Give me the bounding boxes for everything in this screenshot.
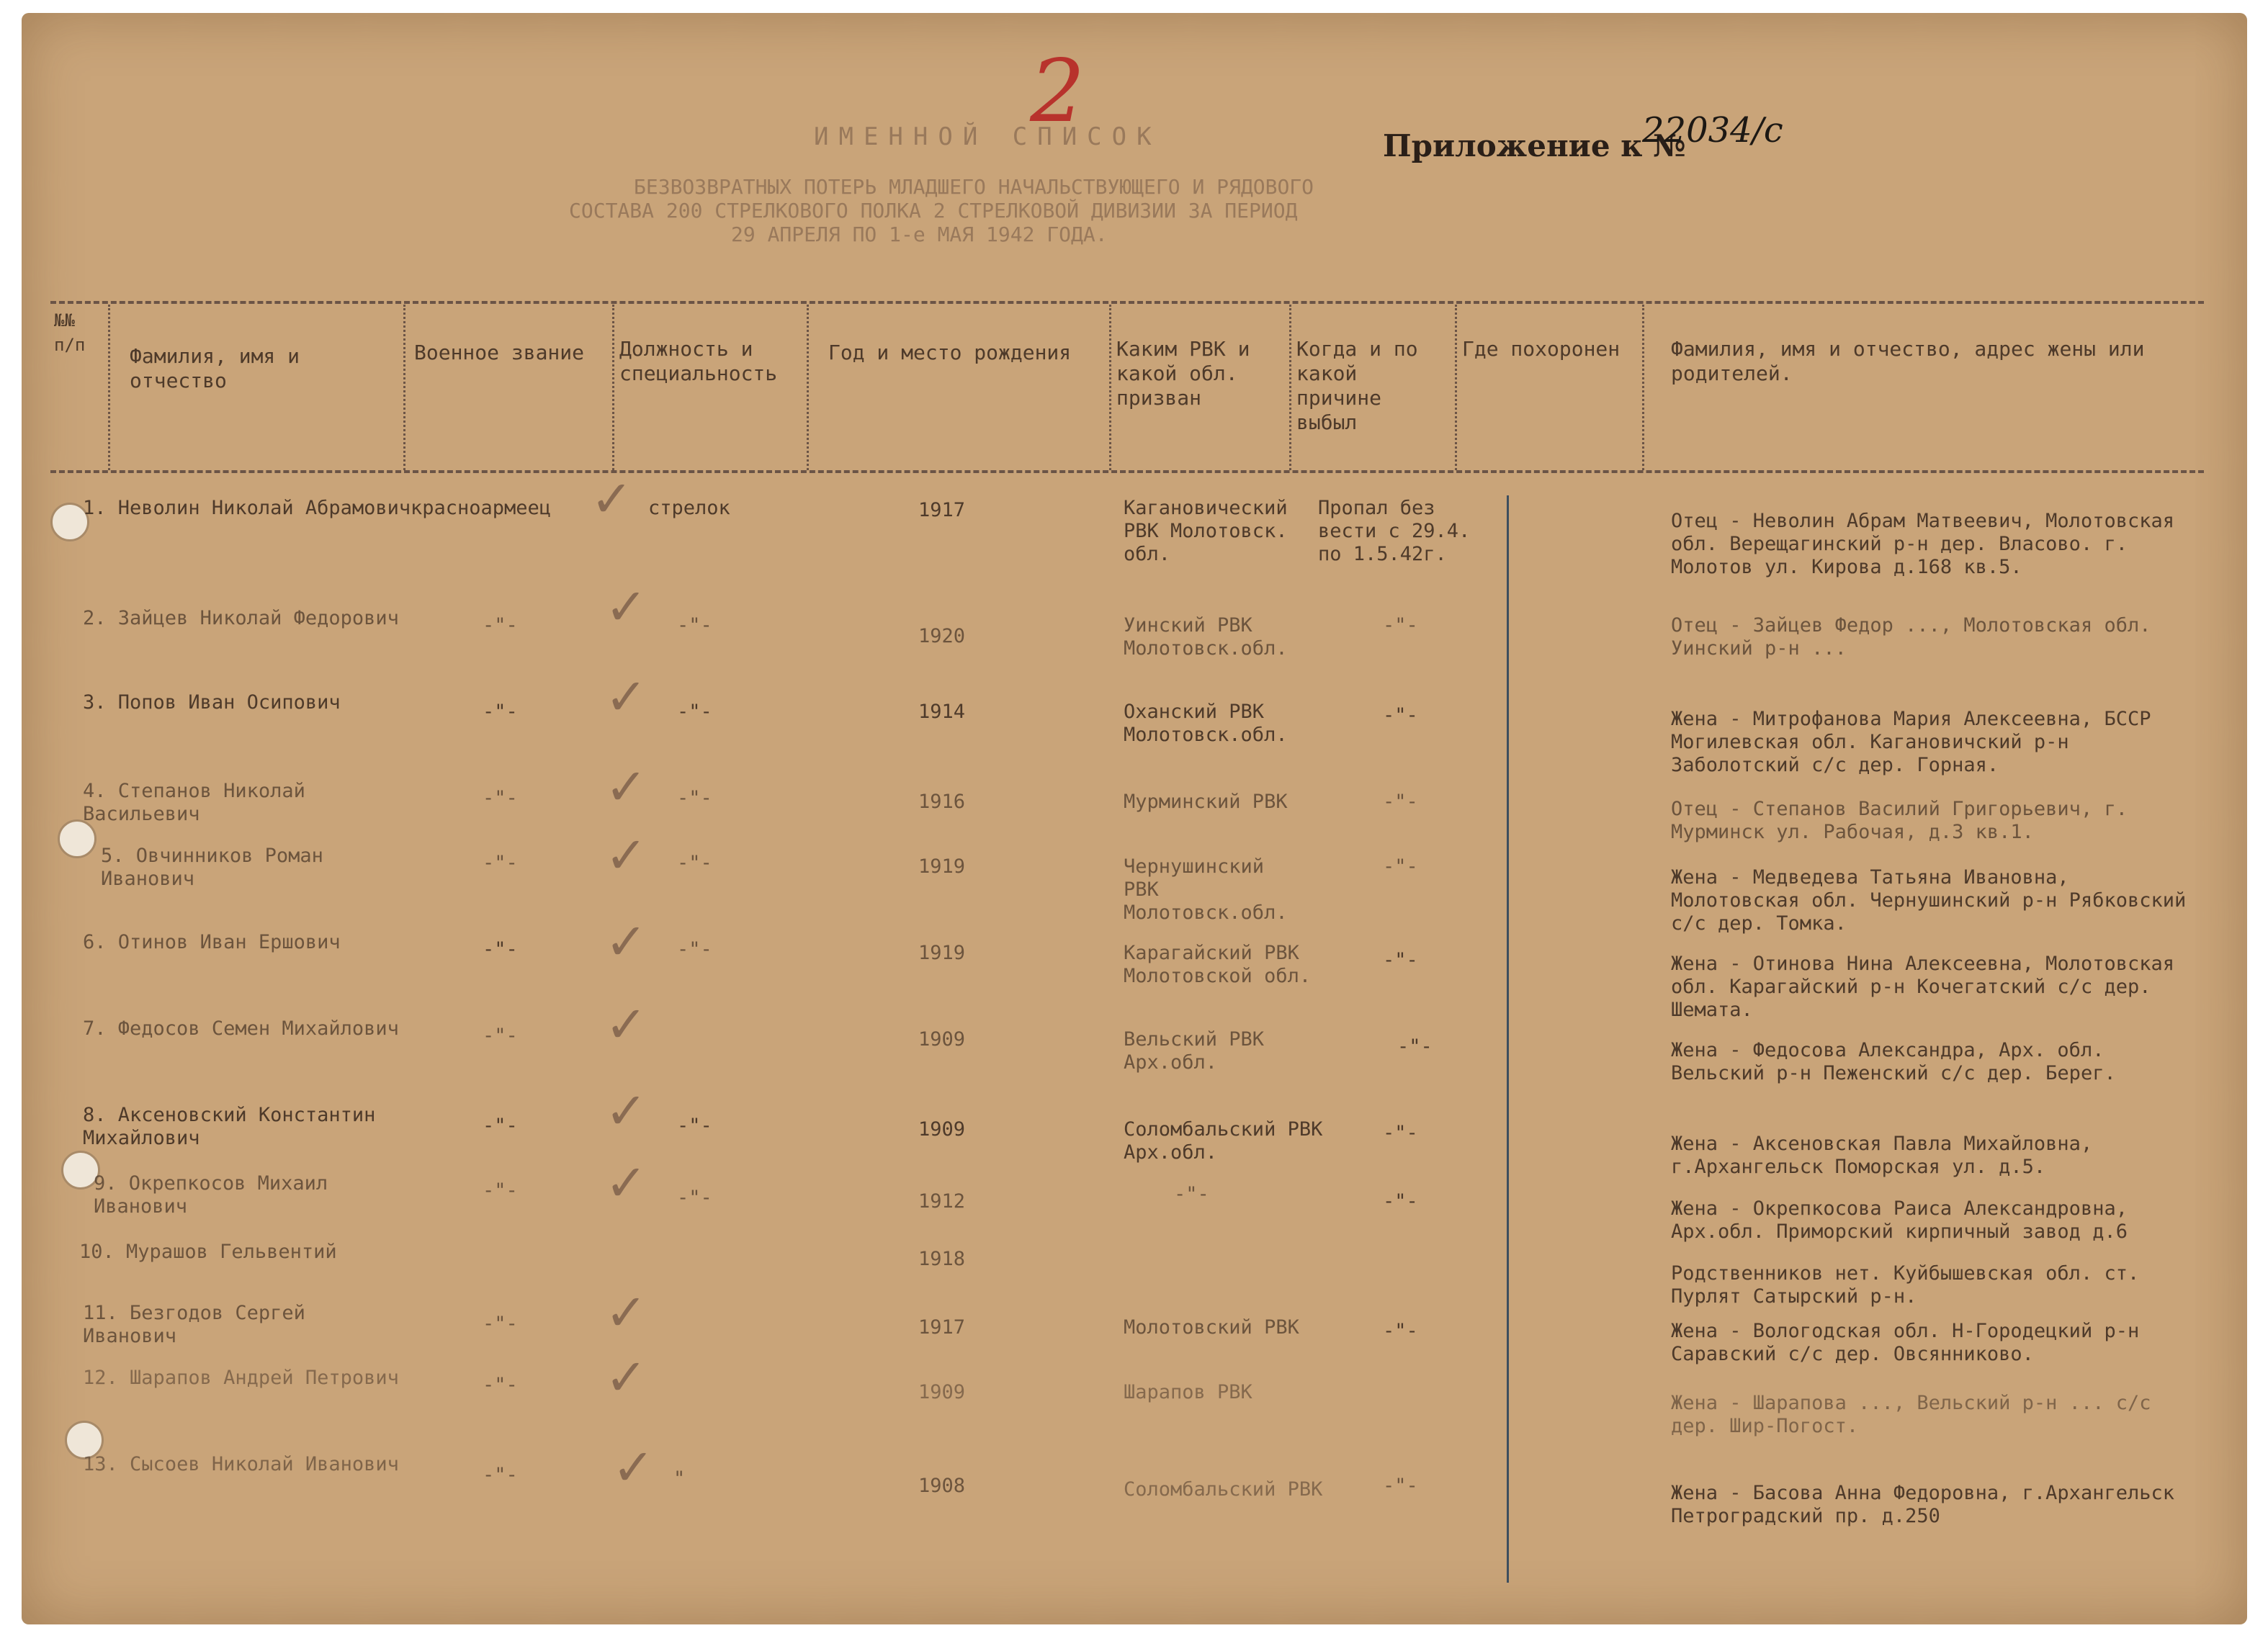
row-12-relative: Жена - Шарапова ..., Вельский р-н ... с/с дер. Шир-Погост.	[1671, 1392, 2151, 1437]
row-5-rvk: Чернушинский РВК Молотовск.обл.	[1124, 855, 1288, 924]
row-5-name: 5. Овчинников Роман Иванович	[101, 845, 323, 890]
row-2-name: 2. Зайцев Николай Федорович	[83, 607, 399, 629]
row-6-relative: Жена - Отинова Нина Алексеевна, Молотовская обл. Карагайский р-н Кочегатский с/с дер. Шемата.	[1671, 953, 2174, 1021]
row-8-reason: -"-	[1383, 1122, 1418, 1144]
row-11-rank: -"-	[483, 1313, 518, 1335]
row-6-position: -"-	[677, 938, 712, 961]
check-mark: ✓	[605, 577, 647, 637]
row-13-rvk: Соломбальский РВК	[1124, 1478, 1323, 1501]
row-10-year: 1918	[918, 1248, 966, 1270]
row-7-rvk: Вельский РВК Арх.обл.	[1124, 1028, 1265, 1074]
row-1-rvk: Кагановический РВК Молотовск. обл.	[1124, 497, 1288, 565]
row-9-name: 9. Окрепкосов Михаил Иванович	[94, 1172, 328, 1218]
row-4-relative: Отец - Степанов Василий Григорьевич, г. Мурминск ул. Рабочая, д.3 кв.1.	[1671, 798, 2128, 843]
column-divider	[1109, 305, 1111, 470]
row-13-name: 13. Сысоев Николай Иванович	[83, 1453, 399, 1475]
row-3-reason: -"-	[1383, 704, 1418, 727]
row-6-name: 6. Отинов Иван Ершович	[83, 931, 341, 953]
row-3-name: 3. Попов Иван Осипович	[83, 691, 341, 714]
row-8-rvk: Соломбальский РВК Арх.обл.	[1124, 1118, 1323, 1164]
row-7-rank: -"-	[483, 1025, 518, 1047]
row-1-year: 1917	[918, 499, 966, 521]
row-4-year: 1916	[918, 791, 966, 813]
row-4-rank: -"-	[483, 787, 518, 809]
row-9-position: -"-	[677, 1187, 712, 1209]
row-7-year: 1909	[918, 1028, 966, 1051]
check-mark: ✓	[591, 469, 633, 529]
check-mark: ✓	[605, 757, 647, 817]
col-header-rvk: Каким РВК и какой обл. призван	[1116, 337, 1250, 410]
row-8-rank: -"-	[483, 1115, 518, 1137]
row-11-rvk: Молотовский РВК	[1124, 1316, 1299, 1339]
row-10-name: 10. Мурашов Гельвентий	[79, 1241, 337, 1263]
row-1-relative: Отец - Неволин Абрам Матвеевич, Молотовская обл. Верещагинский р-н дер. Власово. г. Молотов ул. Кирова д.168 кв.5.	[1671, 510, 2174, 578]
row-2-reason: -"-	[1383, 614, 1418, 637]
row-10-relative: Родственников нет. Куйбышевская обл. ст. Пурлят Сатырский р-н.	[1671, 1262, 2140, 1308]
check-mark: ✓	[612, 1438, 655, 1497]
row-11-reason: -"-	[1383, 1320, 1418, 1342]
check-mark: ✓	[605, 1348, 647, 1407]
row-2-rvk: Уинский РВК Молотовск.обл.	[1124, 614, 1288, 660]
row-2-rank: -"-	[483, 614, 518, 637]
row-13-rank: -"-	[483, 1464, 518, 1486]
row-9-rank: -"-	[483, 1179, 518, 1202]
row-7-reason: -"-	[1397, 1035, 1433, 1058]
row-9-rvk: -"-	[1174, 1183, 1209, 1205]
col-header-reason: Когда и по какой причине выбыл	[1296, 337, 1418, 434]
row-13-year: 1908	[918, 1475, 966, 1497]
row-4-rvk: Мурминский РВК	[1124, 791, 1288, 813]
row-9-reason: -"-	[1383, 1190, 1418, 1213]
subtitle-line-1: БЕЗВОЗВРАТНЫХ ПОТЕРЬ МЛАДШЕГО НАЧАЛЬСТВУЮЩЕГО И РЯДОВОГО	[634, 175, 1314, 199]
row-1-reason: Пропал без вести с 29.4. по 1.5.42г.	[1318, 497, 1471, 565]
row-13-relative: Жена - Басова Анна Федоровна, г.Архангельск Петроградский пр. д.250	[1671, 1482, 2174, 1527]
check-mark: ✓	[605, 995, 647, 1054]
row-6-year: 1919	[918, 942, 966, 964]
row-5-relative: Жена - Медведева Татьяна Ивановна, Молотовская обл. Чернушинский р-н Рябковский с/с дер. Томка.	[1671, 866, 2187, 935]
row-2-relative: Отец - Зайцев Федор ..., Молотовская обл. Уинский р-н ...	[1671, 614, 2151, 660]
row-8-position: -"-	[677, 1115, 712, 1137]
row-3-position: -"-	[677, 701, 712, 723]
col-header-birth: Год и место рождения	[828, 341, 1072, 364]
row-5-reason: -"-	[1383, 855, 1418, 878]
column-divider	[807, 305, 809, 470]
subtitle-line-3: 29 АПРЕЛЯ ПО 1-е МАЯ 1942 ГОДА.	[731, 222, 1108, 246]
check-mark: ✓	[605, 1082, 647, 1141]
row-7-relative: Жена - Федосова Александра, Арх. обл. Вельский р-н Пеженский с/с дер. Берег.	[1671, 1039, 2116, 1084]
pencil-vertical-line	[1507, 495, 1509, 1583]
column-divider	[612, 305, 614, 470]
appendix-label: Приложение к №	[1383, 128, 1686, 163]
column-divider	[1289, 305, 1291, 470]
subtitle-line-2: СОСТАВА 200 СТРЕЛКОВОГО ПОЛКА 2 СТРЕЛКОВОЙ ДИВИЗИИ ЗА ПЕРИОД	[569, 199, 1298, 222]
row-3-relative: Жена - Митрофанова Мария Алексеевна, БССР Могилевская обл. Кагановичский р-н Заболотский с/с дер. Горная.	[1671, 708, 2151, 776]
row-4-position: -"-	[677, 787, 712, 809]
row-11-name: 11. Безгодов Сергей Иванович	[83, 1302, 305, 1347]
row-6-rank: -"-	[483, 938, 518, 961]
row-13-reason: -"-	[1383, 1475, 1418, 1497]
check-mark: ✓	[605, 1154, 647, 1213]
row-3-rank: -"-	[483, 701, 518, 723]
row-8-year: 1909	[918, 1118, 966, 1141]
col-header-number: №№ п/п	[54, 310, 86, 355]
check-mark: ✓	[605, 912, 647, 971]
handwritten-page-number: 2	[1030, 42, 1085, 142]
row-5-rank: -"-	[483, 852, 518, 874]
row-13-position: "	[673, 1467, 686, 1490]
row-4-name: 4. Степанов Николай Васильевич	[83, 780, 305, 825]
column-divider	[1455, 305, 1457, 470]
check-mark: ✓	[605, 1283, 647, 1342]
column-divider	[403, 305, 405, 470]
row-6-reason: -"-	[1383, 949, 1418, 971]
col-header-name: Фамилия, имя и отчество	[130, 344, 300, 392]
appendix-number: 22034/с	[1642, 110, 1783, 150]
row-12-name: 12. Шарапов Андрей Петрович	[83, 1367, 399, 1389]
row-8-relative: Жена - Аксеновская Павла Михайловна, г.Архангельск Поморская ул. д.5.	[1671, 1133, 2093, 1178]
column-divider	[1642, 305, 1644, 470]
row-2-year: 1920	[918, 625, 966, 647]
row-12-rvk: Шарапов РВК	[1124, 1381, 1252, 1403]
row-5-year: 1919	[918, 855, 966, 878]
row-8-name: 8. Аксеновский Константин Михайлович	[83, 1104, 376, 1149]
row-4-reason: -"-	[1383, 791, 1418, 813]
col-header-relatives: Фамилия, имя и отчество, адрес жены или родителей.	[1671, 337, 2145, 385]
row-11-year: 1917	[918, 1316, 966, 1339]
row-5-position: -"-	[677, 852, 712, 874]
row-12-year: 1909	[918, 1381, 966, 1403]
row-3-year: 1914	[918, 701, 966, 723]
check-mark: ✓	[605, 826, 647, 885]
col-header-position: Должность и специальность	[619, 337, 778, 385]
document-title: ИМЕННОЙ СПИСОК	[814, 122, 1162, 151]
col-header-rank: Военное звание	[414, 341, 585, 364]
document-sheet	[22, 13, 2247, 1624]
row-12-rank: -"-	[483, 1374, 518, 1396]
row-1-rank: красноармеец	[411, 497, 552, 519]
table-header-bottom-rule	[50, 470, 2204, 473]
row-6-rvk: Карагайский РВК Молотовской обл.	[1124, 942, 1312, 987]
row-2-position: -"-	[677, 614, 712, 637]
row-9-year: 1912	[918, 1190, 966, 1213]
check-mark: ✓	[605, 667, 647, 727]
column-divider	[108, 305, 110, 470]
table-top-rule	[50, 301, 2204, 304]
row-1-name: 1. Неволин Николай Абрамович	[83, 497, 411, 519]
row-3-rvk: Оханский РВК Молотовск.обл.	[1124, 701, 1288, 746]
row-11-relative: Жена - Вологодская обл. Н-Городецкий р-н Саравский с/с дер. Овсянниково.	[1671, 1320, 2140, 1365]
row-9-relative: Жена - Окрепкосова Раиса Александровна, Арх.обл. Приморский кирпичный завод д.6	[1671, 1197, 2128, 1243]
row-7-name: 7. Федосов Семен Михайлович	[83, 1017, 399, 1040]
col-header-buried: Где похоронен	[1462, 337, 1621, 361]
row-1-position: стрелок	[648, 497, 730, 519]
